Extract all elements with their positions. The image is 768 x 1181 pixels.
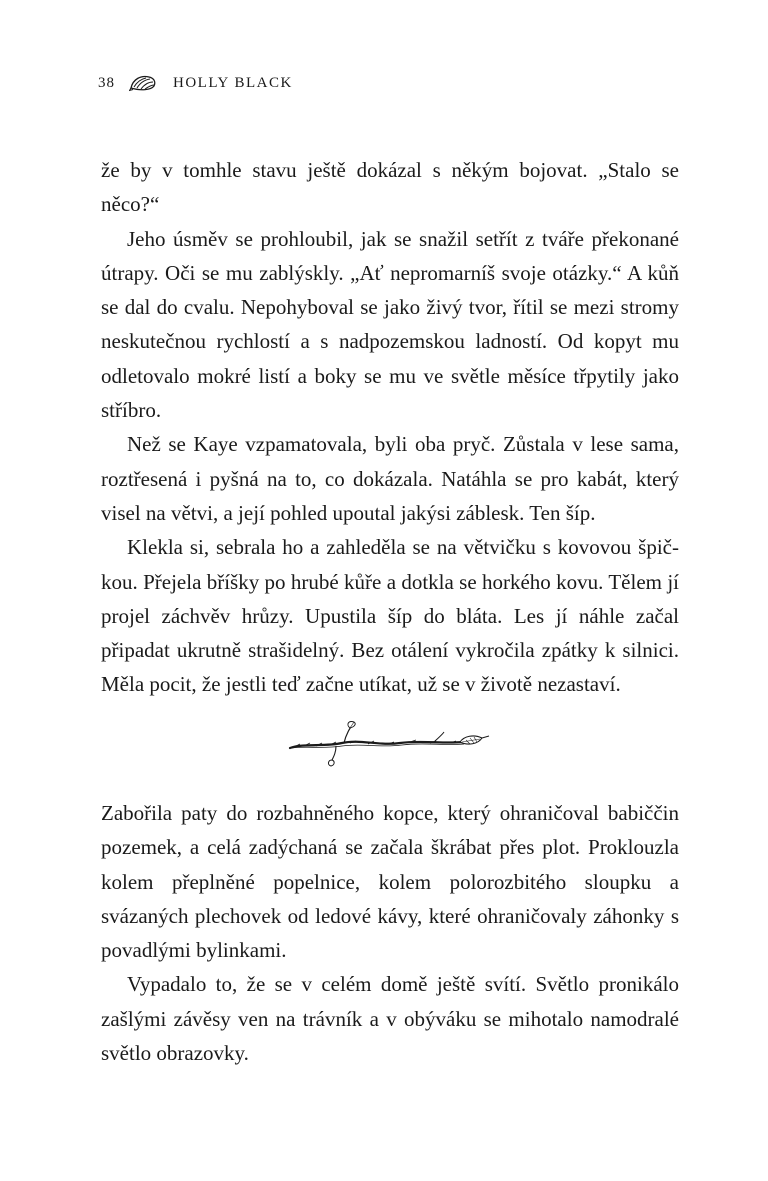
paragraph: Zabořila paty do rozbahněného kopce, který ohraničoval babiččin pozemek, a celá zadýchaná se začala škrábat přes plot. Proklouzla kolem přeplněné popelnice, kolem polorozbitého sloupku a svázaných plechovek od ledové kávy, které ohraničovaly záhonky s povadlými bylinkami. (101, 801, 679, 963)
twig-divider-icon (284, 716, 494, 768)
text-section-one (101, 153, 679, 702)
page-header (98, 72, 293, 94)
shell-icon (129, 74, 157, 92)
paragraph: Jeho úsměv se prohloubil, jak se snažil setřít z tváře překonané útrapy. Oči se mu zablýskly. „Ať nepromarníš svoje otázky.“ A kůň se dal do cvalu. Nepohyboval se jako živý tvor, řítil se mezi stromy neskutečnou rychlostí a s nadpozemskou ladností. Od kopyt mu odletovalo mokré listí a boky se mu ve světle měsíce třpytily jako stříbro. (101, 226, 679, 423)
running-head-author: HOLLY BLACK (173, 74, 293, 91)
paragraph: Vypadalo to, že se v celém domě ještě svítí. Světlo pronikálo zašlými závěsy ven na trávník a v obýváku se mihotalo namodralé světlo obrazovky. (101, 972, 679, 1066)
paragraph: že by v tomhle stavu ještě dokázal s někým bojovat. „Stalo se něco?“ (101, 158, 679, 217)
page-number: 38 (98, 74, 115, 91)
text-section-two (101, 796, 679, 1070)
paragraph: Než se Kaye vzpamatovala, byli oba pryč. Zůstala v lese sama, roztřesená i pyšná na to, co dokázala. Natáhla se pro kabát, který visel na větvi, a její pohled upoutal jakýsi záblesk. Ten šíp. (101, 432, 679, 525)
paragraph: Klekla si, sebrala ho a zahleděla se na větvičku s kovovou špičkou. Přejela bříšky po hrubé kůře a dotkla se horkého kovu. Tělem jí projel záchvěv hrůzy. Upustila šíp do bláta. Les jí náhle začal připadat ukrutně strašidelný. Bez otálení vykročila zpátky k silnici. Měla pocit, že jestli teď začne utíkat, už se v životě nezastaví. (101, 535, 679, 697)
